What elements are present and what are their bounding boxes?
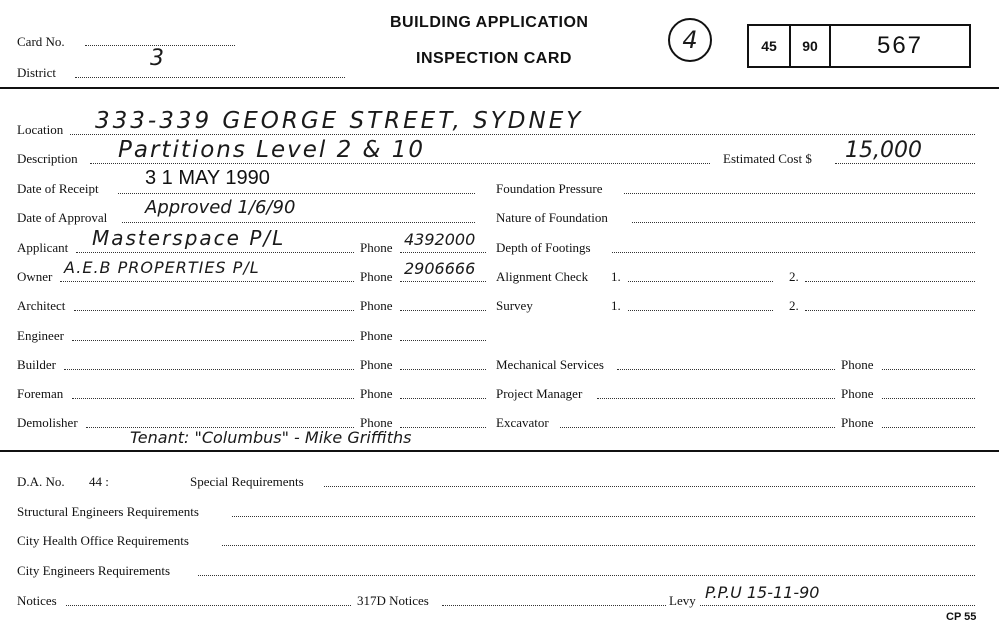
date-receipt-label: Date of Receipt	[17, 181, 99, 196]
mechanical-services-field[interactable]	[617, 369, 835, 370]
details-rule	[0, 450, 999, 452]
mechanical-phone-field[interactable]	[882, 369, 975, 370]
special-requirements-label: Special Requirements	[190, 474, 304, 489]
da-no-value: 44 :	[89, 474, 109, 489]
levy-field[interactable]	[700, 605, 975, 606]
structural-engineers-label: Structural Engineers Requirements	[17, 504, 199, 519]
excavator-field[interactable]	[560, 427, 835, 428]
owner-phone-field[interactable]	[400, 281, 486, 282]
owner-value: A.E.B PROPERTIES P/L	[64, 258, 260, 277]
architect-phone-field[interactable]	[400, 310, 486, 311]
mechanical-services-label: Mechanical Services	[496, 357, 604, 372]
project-manager-field[interactable]	[597, 398, 835, 399]
date-approval-label: Date of Approval	[17, 210, 108, 225]
nature-foundation-field[interactable]	[632, 222, 975, 223]
circled-number: 4	[682, 26, 698, 54]
date-approval-field[interactable]	[122, 222, 475, 223]
survey-num1: 1.	[611, 298, 621, 313]
reference-number-box	[747, 24, 971, 68]
district-label: District	[17, 65, 56, 80]
alignment-check-field-2[interactable]	[805, 281, 975, 282]
architect-label: Architect	[17, 298, 66, 313]
city-engineers-label: City Engineers Requirements	[17, 563, 171, 578]
alignment-check-label: Alignment Check	[496, 269, 589, 284]
date-approval-value: Approved 1/6/90	[145, 197, 296, 218]
project-manager-phone-label: Phone	[841, 386, 874, 401]
survey-field-2[interactable]	[805, 310, 975, 311]
builder-phone-field[interactable]	[400, 369, 486, 370]
estimated-cost-label: Estimated Cost $	[723, 151, 812, 166]
owner-label: Owner	[17, 269, 53, 284]
date-receipt-field[interactable]	[118, 193, 475, 194]
special-requirements-field[interactable]	[324, 486, 975, 487]
notices-317d-field[interactable]	[442, 605, 666, 606]
form-title-line2: INSPECTION CARD	[416, 50, 572, 67]
city-engineers-field[interactable]	[198, 575, 975, 576]
alignment-check-field-1[interactable]	[628, 281, 773, 282]
excavator-phone-field[interactable]	[882, 427, 975, 428]
location-field[interactable]	[70, 134, 975, 135]
foundation-pressure-label: Foundation Pressure	[496, 181, 603, 196]
description-field[interactable]	[90, 163, 710, 164]
demolisher-phone-field[interactable]	[400, 427, 486, 428]
location-value: 333-339 GEORGE STREET, SYDNEY	[95, 108, 584, 134]
survey-num2: 2.	[789, 298, 799, 313]
mechanical-phone-label: Phone	[841, 357, 874, 372]
demolisher-phone-label: Phone	[360, 415, 393, 430]
depth-footings-field[interactable]	[612, 252, 975, 253]
applicant-field[interactable]	[76, 252, 354, 253]
applicant-phone-label: Phone	[360, 240, 393, 255]
survey-field-1[interactable]	[628, 310, 773, 311]
description-value: Partitions Level 2 & 10	[118, 137, 426, 163]
circled-number-stamp	[668, 18, 712, 62]
da-no-label: D.A. No.	[17, 474, 65, 489]
header-rule	[0, 87, 999, 89]
architect-field[interactable]	[74, 310, 354, 311]
engineer-phone-label: Phone	[360, 328, 393, 343]
ref-cell-3: 567	[876, 32, 924, 59]
owner-field[interactable]	[60, 281, 354, 282]
excavator-phone-label: Phone	[841, 415, 874, 430]
notices-field[interactable]	[66, 605, 351, 606]
district-value: 3	[150, 46, 164, 71]
form-title-line1: BUILDING APPLICATION	[390, 14, 589, 31]
engineer-field[interactable]	[72, 340, 354, 341]
structural-engineers-field[interactable]	[232, 516, 975, 517]
city-health-field[interactable]	[222, 545, 975, 546]
builder-label: Builder	[17, 357, 56, 372]
district-field[interactable]	[75, 77, 345, 78]
engineer-label: Engineer	[17, 328, 64, 343]
levy-label: Levy	[669, 593, 696, 608]
survey-label: Survey	[496, 298, 533, 313]
ref-cell-2: 90	[791, 26, 831, 66]
owner-phone-label: Phone	[360, 269, 393, 284]
excavator-label: Excavator	[496, 415, 549, 430]
tenant-note: Tenant: "Columbus" - Mike Griffiths	[130, 428, 412, 447]
estimated-cost-field[interactable]	[835, 163, 975, 164]
alignment-check-num2: 2.	[789, 269, 799, 284]
builder-field[interactable]	[64, 369, 354, 370]
depth-footings-label: Depth of Footings	[496, 240, 591, 255]
demolisher-label: Demolisher	[17, 415, 78, 430]
form-code: CP 55	[946, 611, 977, 623]
architect-phone-label: Phone	[360, 298, 393, 313]
date-receipt-stamp: 3 1 MAY 1990	[145, 167, 270, 189]
applicant-value: Masterspace P/L	[92, 226, 286, 250]
foreman-phone-label: Phone	[360, 386, 393, 401]
foreman-phone-field[interactable]	[400, 398, 486, 399]
applicant-phone-value: 4392000	[404, 230, 476, 249]
owner-phone-value: 2906666	[404, 259, 476, 278]
builder-phone-label: Phone	[360, 357, 393, 372]
nature-foundation-label: Nature of Foundation	[496, 210, 608, 225]
project-manager-label: Project Manager	[496, 386, 583, 401]
foreman-label: Foreman	[17, 386, 64, 401]
alignment-check-num1: 1.	[611, 269, 621, 284]
applicant-phone-field[interactable]	[400, 252, 486, 253]
notices-label: Notices	[17, 593, 57, 608]
location-label: Location	[17, 122, 64, 137]
levy-value: P.P.U 15-11-90	[705, 583, 820, 602]
city-health-label: City Health Office Requirements	[17, 533, 189, 548]
estimated-cost-value: 15,000	[845, 138, 922, 163]
foreman-field[interactable]	[72, 398, 354, 399]
card-no-label: Card No.	[17, 34, 65, 49]
foundation-pressure-field[interactable]	[624, 193, 975, 194]
description-label: Description	[17, 151, 78, 166]
engineer-phone-field[interactable]	[400, 340, 486, 341]
notices-317d-label: 317D Notices	[357, 593, 429, 608]
applicant-label: Applicant	[17, 240, 69, 255]
ref-cell-1: 45	[749, 26, 791, 66]
project-manager-phone-field[interactable]	[882, 398, 975, 399]
